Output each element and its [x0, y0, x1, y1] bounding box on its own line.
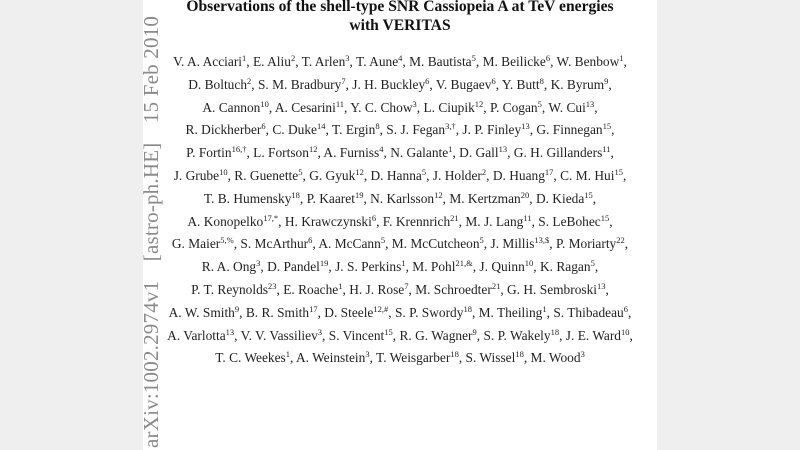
author-name: A. Weinstein	[295, 350, 366, 366]
author-affiliation: 10	[524, 258, 534, 269]
author-name: S. Wissel	[465, 350, 516, 366]
author-name: S. Vincent	[328, 327, 385, 343]
author-name: N. Galante	[390, 145, 449, 161]
author-name: D. Steele	[324, 304, 374, 320]
author-affiliation: 1	[448, 144, 453, 155]
author-line: P. T. Reynolds$^{23}$, E. Roache$^1$, H. J. Rose$^7$, M. Schroedter$^{21}$, G. H. Sembroski$^{13}$,	[191, 280, 609, 297]
arxiv-date: 15 Feb 2010	[139, 15, 163, 124]
author-name: D. Pandel	[267, 259, 320, 275]
author-affiliation: 6	[623, 303, 628, 314]
author-affiliation: 3	[365, 349, 370, 360]
author-name: M. McCutcheon	[391, 236, 480, 252]
author-name: S. McArthur	[240, 236, 309, 252]
author-affiliation: 15	[384, 326, 393, 337]
author-affiliation: 15	[614, 166, 623, 177]
author-line: A. Konopelko$^{17,*}$, H. Krawczynski$^6$, F. Krennrich$^{21}$, M. J. Lang$^{11}$, S. LeBohec$^{15}$,	[187, 212, 613, 229]
author-name: P. Moriarty	[555, 236, 617, 252]
author-name: K. Byrum	[550, 76, 605, 92]
author-affiliation: 3	[345, 53, 350, 63]
author-affiliation: 18	[515, 349, 524, 360]
author-name: T. Ergin	[331, 122, 376, 138]
arxiv-category: [astro-ph.HE]	[139, 142, 163, 262]
author-affiliation: 11	[602, 144, 611, 155]
title-line-2: with VERITAS	[349, 17, 451, 34]
author-affiliation: 5	[537, 98, 542, 109]
author-affiliation: 3	[256, 258, 261, 269]
author-name: T. Aune	[356, 54, 399, 69]
author-affiliation: 13	[597, 280, 606, 291]
author-line: T. C. Weekes$^1$, A. Weinstein$^3$, T. Weisgarber$^{18}$, S. Wissel$^{18}$, M. Wood$^3$	[215, 349, 585, 366]
author-affiliation: 18	[463, 303, 472, 314]
author-name: S. P. Swordy	[394, 304, 464, 320]
author-affiliation: 1	[542, 303, 547, 314]
author-name: V. V. Vassiliev	[240, 327, 318, 343]
author-name: J. Quinn	[479, 259, 525, 275]
author-affiliation: 5	[590, 258, 595, 269]
author-affiliation: 23	[268, 280, 277, 291]
author-name: J. Grube	[173, 167, 220, 183]
paper-title	[143, 0, 657, 35]
author-affiliation: 20	[520, 189, 530, 200]
author-affiliation: 10	[260, 98, 269, 109]
author-name: G. Maier	[171, 236, 221, 252]
author-affiliation: 19	[354, 189, 364, 200]
author-affiliation: 10	[620, 326, 630, 337]
author-affiliation: 10	[219, 166, 228, 177]
author-affiliation: 13	[225, 326, 235, 337]
author-name: G. H. Gillanders	[513, 145, 603, 161]
author-name: R. G. Wagner	[399, 327, 473, 343]
author-line: J. Grube$^{10}$, R. Guenette$^5$, G. Gyuk$^{12}$, D. Hanna$^5$, J. Holder$^2$, D. Huang$^{17}$, C. M. Hui$^{15}$,	[173, 166, 627, 183]
author-affiliation: 4	[379, 144, 384, 155]
author-name: P. Cogan	[490, 99, 538, 115]
author-affiliation: 16,†	[231, 144, 247, 155]
author-name: M. Kertzman	[449, 190, 521, 206]
author-affiliation: 14	[316, 121, 326, 132]
author-affiliation: 13	[498, 144, 508, 155]
title-line-1: Observations of the shell-type SNR Cassiopeia A at TeV energies	[186, 0, 614, 15]
author-name: A. Furniss	[323, 145, 380, 161]
author-list	[143, 51, 657, 370]
author-name: A. Konopelko	[187, 213, 264, 229]
author-name: F. Krennrich	[382, 213, 451, 229]
author-name: A. Cannon	[202, 99, 261, 115]
author-name: J. P. Finley	[462, 122, 522, 138]
author-name: W. Cui	[548, 99, 586, 115]
author-affiliation: 22	[616, 235, 625, 246]
author-affiliation: 1	[401, 258, 406, 269]
author-affiliation: 5	[471, 53, 476, 63]
author-name: N. Karlsson	[370, 190, 435, 206]
author-name: V. A. Acciari	[173, 54, 243, 69]
author-line: V. A. Acciari$^1$, E. Aliu$^2$, T. Arlen$^3$, T. Aune$^4$, M. Bautista$^5$, M. Beilicke$^6$, W. Benbow$^1$,	[173, 53, 627, 69]
author-name: J. Millis	[490, 236, 535, 252]
author-name: S. M. Bradbury	[257, 76, 342, 92]
author-affiliation: 18	[291, 189, 300, 200]
author-name: A. Varlotta	[167, 327, 226, 343]
author-affiliation: 9	[472, 326, 477, 337]
author-affiliation: 13	[521, 121, 530, 132]
author-affiliation: 12	[355, 166, 364, 177]
author-affiliation: 1	[619, 53, 624, 63]
author-name: J. S. Perkins	[335, 259, 402, 275]
author-name: K. Ragan	[540, 259, 591, 275]
author-line: D. Boltuch$^2$, S. M. Bradbury$^7$, J. H. Buckley$^6$, V. Bugaev$^6$, Y. Butt$^8$, K. Byrum$^9$,	[188, 75, 612, 92]
author-affiliation: 9	[234, 303, 240, 314]
author-affiliation: 11	[523, 212, 532, 223]
author-affiliation: 18	[450, 349, 459, 360]
author-name: M. Theiling	[478, 304, 543, 320]
author-affiliation: 1	[338, 280, 343, 291]
author-affiliation: 12	[474, 98, 484, 109]
author-name: A. Cesarini	[274, 99, 336, 115]
author-affiliation: 21	[491, 280, 501, 291]
author-affiliation: 21,&	[455, 258, 473, 269]
author-line: A. Cannon$^{10}$, A. Cesarini$^{11}$, Y. C. Chow$^3$, L. Ciupik$^{12}$, P. Cogan$^5$, W. Cui$^{13}$,	[202, 98, 598, 115]
author-affiliation: 21	[450, 212, 459, 223]
author-name: T. C. Weekes	[215, 350, 286, 366]
author-affiliation: 9	[604, 75, 609, 86]
author-affiliation: 6	[425, 75, 430, 86]
author-affiliation: 5	[479, 235, 484, 246]
author-name: D. Gall	[459, 145, 499, 161]
author-line: T. B. Humensky$^{18}$, P. Kaaret$^{19}$, N. Karlsson$^{12}$, M. Kertzman$^{20}$, D. Kieda$^{15}$,	[203, 189, 597, 206]
author-name: D. Kieda	[535, 190, 585, 206]
author-name: E. Roache	[283, 281, 339, 297]
author-name: D. Hanna	[370, 167, 422, 183]
author-name: P. T. Reynolds	[191, 281, 268, 297]
author-name: S. LeBohec	[538, 213, 601, 229]
author-affiliation: 5	[298, 166, 303, 177]
author-line: A. W. Smith$^9$, B. R. Smith$^{17}$, D. Steele$^{12,\#}$, S. P. Swordy$^{18}$, M. Theiling$^1$, S. Thibadeau$^6$,	[168, 303, 632, 320]
author-name: V. Bugaev	[435, 76, 492, 92]
author-affiliation: 6	[491, 75, 496, 86]
author-affiliation: 12,#	[373, 303, 389, 314]
author-line: A. Varlotta$^{13}$, V. V. Vassiliev$^3$, S. Vincent$^{15}$, R. G. Wagner$^9$, S. P. Wakely$^{18}$, J. E. Ward$^{10}$,	[167, 326, 633, 343]
author-affiliation: 17,*	[263, 212, 279, 223]
author-affiliation: 19	[319, 258, 329, 269]
author-name: G. Gyuk	[309, 167, 356, 183]
author-line: R. Dickherber$^6$, C. Duke$^{14}$, T. Ergin$^8$, S. J. Fegan$^{3,\dagger}$, J. P. Finley$^{13}$, G. Finnegan$^{15}$,	[185, 121, 615, 138]
author-affiliation: 1	[242, 53, 247, 63]
author-affiliation: 2	[247, 75, 252, 86]
author-name: D. Huang	[492, 167, 545, 183]
author-affiliation: 3	[317, 326, 323, 337]
author-name: R. A. Ong	[201, 259, 257, 275]
author-affiliation: 8	[375, 121, 380, 132]
author-affiliation: 17	[544, 166, 554, 177]
author-affiliation: 6	[545, 53, 551, 63]
author-name: G. Finnegan	[536, 122, 603, 138]
author-affiliation: 5,%	[220, 235, 234, 246]
author-name: P. Kaaret	[306, 190, 355, 206]
author-line: P. Fortin$^{16,\dagger}$, L. Fortson$^{12}$, A. Furniss$^4$, N. Galante$^1$, D. Gall$^{13}$, G. H. Gillanders$^{11}$,	[186, 144, 614, 161]
author-affiliation: 1	[285, 349, 291, 360]
author-affiliation: 3	[412, 98, 417, 109]
author-affiliation: 7	[404, 280, 409, 291]
author-affiliation: 6	[308, 235, 313, 246]
author-name: J. E. Ward	[565, 327, 621, 343]
author-name: P. Fortin	[186, 145, 232, 161]
author-affiliation: 18	[550, 326, 560, 337]
author-name: R. Guenette	[234, 167, 299, 183]
arxiv-id: arXiv:1002.2974v1	[139, 280, 163, 448]
author-name: S. Thibadeau	[553, 304, 624, 320]
author-affiliation: 6	[371, 212, 377, 223]
author-name: D. Boltuch	[188, 76, 248, 92]
author-line: G. Maier$^{5,\%}$, S. McArthur$^6$, A. McCann$^5$, M. McCutcheon$^5$, J. Millis$^{13,\$}$, P. Moriarty$^{22}$,	[171, 235, 629, 252]
author-name: M. Wood	[530, 350, 581, 366]
author-name: T. Weisgarber	[376, 350, 451, 366]
author-affiliation: 15	[602, 121, 612, 132]
author-affiliation: 11	[335, 98, 345, 109]
author-affiliation: 5	[421, 166, 427, 177]
author-affiliation: 6	[261, 121, 266, 132]
author-name: Y. Butt	[501, 76, 540, 92]
author-name: C. Duke	[272, 122, 317, 138]
author-affiliation: 4	[398, 53, 403, 63]
author-name: M. Pohl	[412, 259, 456, 275]
author-name: T. B. Humensky	[203, 190, 292, 206]
author-name: M. Beilicke	[482, 54, 546, 69]
author-name: L. Ciupik	[423, 99, 475, 115]
author-name: S. P. Wakely	[483, 327, 551, 343]
author-affiliation: 2	[481, 166, 487, 177]
author-name: G. H. Sembroski	[507, 281, 598, 297]
author-affiliation: 13,$	[534, 235, 550, 246]
author-affiliation: 15	[600, 212, 610, 223]
author-affiliation: 2	[290, 53, 296, 63]
author-name: J. H. Buckley	[352, 76, 426, 92]
author-name: Y. C. Chow	[350, 99, 413, 115]
author-affiliation: 7	[341, 75, 346, 86]
author-name: H. Krawczynski	[284, 213, 372, 229]
author-name: T. Arlen	[301, 54, 346, 69]
author-affiliation: 8	[539, 75, 544, 86]
author-affiliation: 5	[380, 235, 386, 246]
author-name: W. Benbow	[556, 54, 620, 69]
author-name: A. McCann	[318, 236, 381, 252]
author-name: M. J. Lang	[465, 213, 524, 229]
author-name: R. Dickherber	[185, 122, 262, 138]
author-affiliation: 13	[585, 98, 595, 109]
author-affiliation: 15	[584, 189, 593, 200]
author-name: J. Holder	[432, 167, 482, 183]
author-name: C. M. Hui	[560, 167, 615, 183]
author-name: S. J. Fegan	[386, 122, 446, 138]
author-name: M. Schroedter	[415, 281, 492, 297]
author-name: L. Fortson	[253, 145, 309, 161]
author-name: B. R. Smith	[245, 304, 310, 320]
author-name: H. J. Rose	[349, 281, 405, 297]
author-affiliation: 3,†	[445, 121, 456, 132]
author-name: A. W. Smith	[168, 304, 235, 320]
author-affiliation: 3	[580, 349, 585, 360]
author-line: R. A. Ong$^3$, D. Pandel$^{19}$, J. S. Perkins$^1$, M. Pohl$^{21,\&}$, J. Quinn$^{10}$, K. Ragan$^5$,	[201, 258, 599, 275]
author-affiliation: 12	[434, 189, 443, 200]
author-affiliation: 17	[309, 303, 318, 314]
author-name: M. Bautista	[409, 54, 472, 69]
author-name: E. Aliu	[252, 54, 291, 69]
author-affiliation: 12	[308, 144, 318, 155]
